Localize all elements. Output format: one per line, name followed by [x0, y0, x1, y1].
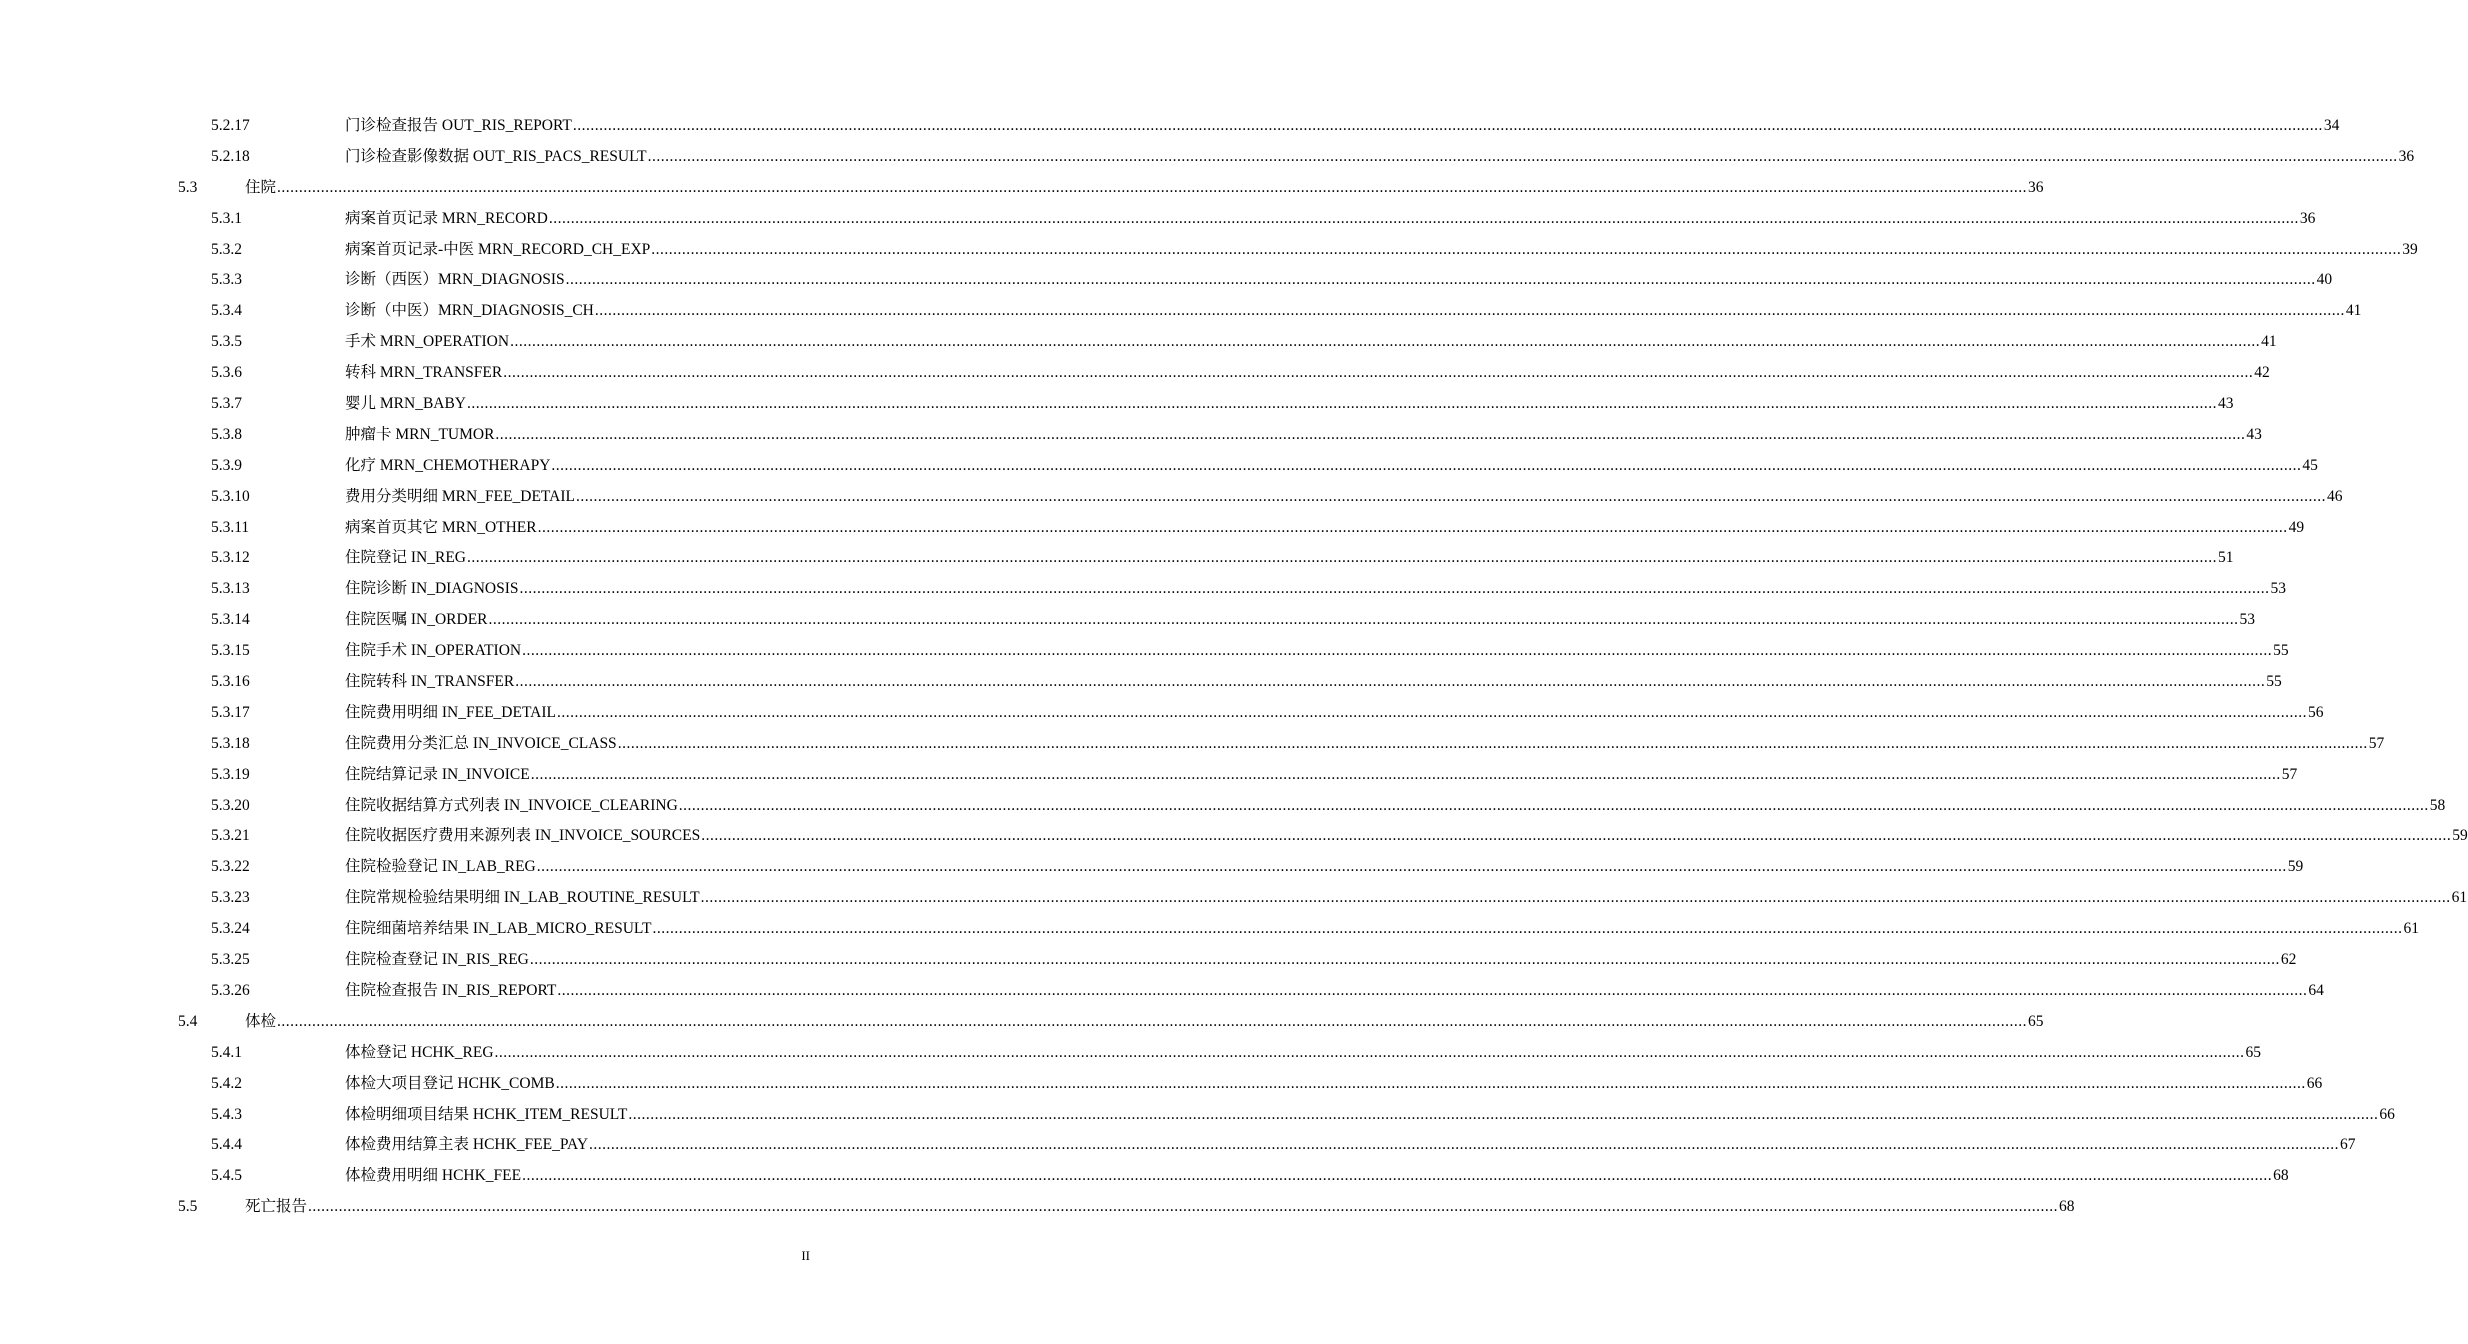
toc-entry[interactable]: [0, 543, 2234, 574]
toc-entry-number: 5.3.14: [211, 611, 250, 629]
toc-entry-line: [345, 574, 2287, 605]
dot-leader: ................................................................................................................................................................................................................................................................................................................................................................................................................: [494, 1043, 2245, 1061]
toc-entry-page: 41: [2261, 333, 2277, 351]
dot-leader: ................................................................................................................................................................................................................................................................................................................................................................................................................: [678, 796, 2429, 814]
toc-entry-line: [345, 760, 2298, 791]
toc-entry-title: 住院费用明细 IN_FEE_DETAIL: [345, 703, 556, 721]
toc-entry[interactable]: [0, 883, 2468, 914]
toc-entry-number: 5.3.25: [211, 951, 250, 969]
toc-entry-title: 住院医嘱 IN_ORDER: [345, 611, 488, 629]
toc-entry-number: 5.3.18: [211, 734, 250, 752]
toc-entry-page: 68: [2273, 1167, 2289, 1185]
toc-entry-title: 门诊检查报告 OUT_RIS_REPORT: [345, 117, 572, 134]
toc-entry-page: 62: [2280, 951, 2297, 969]
dot-leader: ................................................................................................................................................................................................................................................................................................................................................................................................................: [488, 611, 2239, 629]
toc-entry-line: [345, 327, 2277, 358]
toc-entry-line: [345, 265, 2333, 296]
dot-leader: ................................................................................................................................................................................................................................................................................................................................................................................................................: [594, 302, 2345, 320]
toc-entry-title: 体检: [245, 1012, 277, 1030]
dot-leader: ................................................................................................................................................................................................................................................................................................................................................................................................................: [617, 734, 2368, 752]
toc-entry-line: [345, 945, 2297, 976]
toc-entry[interactable]: [0, 1069, 2323, 1100]
toc-entry-page: 42: [2254, 364, 2270, 382]
page-number: II: [801, 1248, 810, 1263]
toc-entry-title: 病案首页记录 MRN_RECORD: [345, 209, 548, 227]
dot-leader: ................................................................................................................................................................................................................................................................................................................................................................................................................: [565, 271, 2316, 289]
toc-entry[interactable]: [0, 1161, 2289, 1192]
toc-entry-page: 58: [2429, 796, 2446, 814]
toc-entry-page: 61: [2451, 889, 2468, 907]
toc-entry-line: [345, 1069, 2323, 1100]
toc-entry-title: 住院收据结算方式列表 IN_INVOICE_CLEARING: [345, 796, 678, 814]
toc-entry-title: 住院诊断 IN_DIAGNOSIS: [345, 580, 519, 598]
toc-entry[interactable]: [0, 142, 2415, 173]
toc-entry-title: 住院检验登记 IN_LAB_REG: [345, 858, 536, 876]
dot-leader: ................................................................................................................................................................................................................................................................................................................................................................................................................: [536, 858, 2287, 876]
toc-entry-line: [245, 173, 2044, 204]
toc-entry-page: 43: [2218, 395, 2234, 413]
toc-entry[interactable]: [0, 1038, 2262, 1069]
toc-entry[interactable]: [0, 420, 2262, 451]
toc-entry-line: [345, 1161, 2289, 1192]
dot-leader: ................................................................................................................................................................................................................................................................................................................................................................................................................: [537, 518, 2288, 536]
toc-entry-page: 65: [2245, 1043, 2262, 1061]
toc-entry[interactable]: [0, 513, 2305, 544]
toc-entry-line: [345, 142, 2415, 173]
toc-entry-title: 住院常规检验结果明细 IN_LAB_ROUTINE_RESULT: [345, 889, 700, 907]
toc-entry[interactable]: [0, 235, 2418, 266]
toc-entry[interactable]: [0, 636, 2289, 667]
toc-entry[interactable]: [0, 605, 2256, 636]
toc-entry-line: [245, 1007, 2044, 1038]
toc-entry-title: 手术 MRN_OPERATION: [345, 333, 510, 351]
toc-entry-line: [345, 1038, 2262, 1069]
toc-entry[interactable]: [0, 296, 2362, 327]
toc-entry-number: 5.4: [178, 1012, 198, 1030]
dot-leader: ................................................................................................................................................................................................................................................................................................................................................................................................................: [529, 951, 2280, 969]
toc-entry-number: 5.3.9: [211, 456, 242, 474]
toc-entry-number: 5.3.2: [211, 240, 242, 258]
toc-entry-line: [345, 451, 2318, 482]
toc-entry-number: 5.3.19: [211, 765, 250, 783]
toc-entry-line: [345, 1130, 2356, 1161]
toc-entry-number: 5.4.1: [211, 1043, 242, 1061]
toc-entry-page: 36: [2398, 147, 2415, 165]
toc-entry-title: 体检明细项目结果 HCHK_ITEM_RESULT: [345, 1105, 628, 1123]
dot-leader: ................................................................................................................................................................................................................................................................................................................................................................................................................: [277, 178, 2028, 196]
toc-entry-line: [345, 914, 2419, 945]
toc-entry[interactable]: [0, 791, 2446, 822]
toc-entry[interactable]: [0, 821, 2468, 852]
toc-entry-title: 费用分类明细 MRN_FEE_DETAIL: [345, 487, 575, 505]
toc-entry-line: [345, 235, 2418, 266]
toc-entry-title: 住院费用分类汇总 IN_INVOICE_CLASS: [345, 734, 617, 752]
toc-entry-number: 5.2.17: [211, 117, 250, 134]
toc-entry-number: 5.3.20: [211, 796, 250, 814]
toc-entry-title: 病案首页其它 MRN_OTHER: [345, 518, 537, 536]
dot-leader: ................................................................................................................................................................................................................................................................................................................................................................................................................: [557, 981, 2308, 999]
toc-entry[interactable]: [0, 1100, 2395, 1131]
toc-entry-line: [345, 482, 2343, 513]
toc-entry-number: 5.4.2: [211, 1074, 242, 1092]
toc-entry[interactable]: [0, 1192, 2075, 1223]
toc-entry-page: 49: [2288, 518, 2305, 536]
toc-entry-title: 住院转科 IN_TRANSFER: [345, 673, 515, 691]
toc-entry-page: 53: [2239, 611, 2256, 629]
toc-entry-number: 5.4.4: [211, 1136, 242, 1154]
toc-entry-number: 5.4.5: [211, 1167, 242, 1185]
toc-entry-line: [345, 791, 2446, 822]
toc-entry-page: 43: [2246, 425, 2262, 443]
toc-entry-number: 5.4.3: [211, 1105, 242, 1123]
dot-leader: ................................................................................................................................................................................................................................................................................................................................................................................................................: [522, 642, 2273, 660]
toc-entry-number: 5.3.13: [211, 580, 250, 598]
toc-entry-page: 41: [2345, 302, 2362, 320]
toc-entry[interactable]: [0, 482, 2343, 513]
toc-entry[interactable]: [0, 945, 2297, 976]
dot-leader: ................................................................................................................................................................................................................................................................................................................................................................................................................: [589, 1136, 2340, 1154]
toc-entry-title: 诊断（中医）MRN_DIAGNOSIS_CH: [345, 302, 594, 320]
toc-entry-number: 5.5: [178, 1198, 198, 1216]
toc-entry-page: 53: [2270, 580, 2287, 598]
toc-entry[interactable]: [0, 327, 2277, 358]
toc-entry[interactable]: [0, 729, 2385, 760]
toc-entry-line: [345, 667, 2282, 698]
toc-entry-line: [345, 976, 2324, 1007]
toc-entry-line: [245, 1192, 2075, 1223]
toc-entry-number: 5.3.24: [211, 920, 250, 938]
toc-entry-page: 36: [2299, 209, 2316, 227]
dot-leader: ................................................................................................................................................................................................................................................................................................................................................................................................................: [572, 117, 2323, 134]
toc-entry-line: [345, 605, 2256, 636]
dot-leader: ................................................................................................................................................................................................................................................................................................................................................................................................................: [515, 673, 2266, 691]
toc-entry-title: 住院收据医疗费用来源列表 IN_INVOICE_SOURCES: [345, 827, 701, 845]
toc-entry-line: [345, 543, 2234, 574]
toc-entry[interactable]: [0, 976, 2324, 1007]
toc-entry-page: 61: [2403, 920, 2419, 938]
dot-leader: ................................................................................................................................................................................................................................................................................................................................................................................................................: [503, 364, 2254, 382]
toc-entry-line: [345, 389, 2234, 420]
toc-entry-number: 5.3.1: [211, 209, 242, 227]
toc-entry-line: [345, 204, 2316, 235]
toc-entry-page: 68: [2059, 1198, 2075, 1216]
toc-entry[interactable]: [0, 574, 2287, 605]
toc-entry-number: 5.3.7: [211, 395, 242, 413]
toc-entry-page: 66: [2306, 1074, 2323, 1092]
toc-entry-title: 婴儿 MRN_BABY: [345, 395, 467, 413]
toc-entry[interactable]: [0, 265, 2333, 296]
dot-leader: ................................................................................................................................................................................................................................................................................................................................................................................................................: [548, 209, 2299, 227]
table-of-contents: [0, 111, 2468, 1223]
toc-entry-title: 住院: [245, 178, 277, 196]
toc-entry[interactable]: [0, 358, 2270, 389]
toc-entry[interactable]: [0, 451, 2318, 482]
toc-entry-page: 59: [2287, 858, 2304, 876]
dot-leader: ................................................................................................................................................................................................................................................................................................................................................................................................................: [647, 147, 2398, 165]
toc-entry-number: 5.3.3: [211, 271, 242, 289]
toc-entry-title: 住院结算记录 IN_INVOICE: [345, 765, 530, 783]
toc-entry-page: 46: [2326, 487, 2343, 505]
toc-entry-number: 5.3.26: [211, 981, 250, 999]
dot-leader: ................................................................................................................................................................................................................................................................................................................................................................................................................: [555, 1074, 2306, 1092]
toc-entry-number: 5.3.10: [211, 487, 250, 505]
toc-entry-line: [345, 852, 2304, 883]
toc-entry-title: 体检大项目登记 HCHK_COMB: [345, 1074, 555, 1092]
dot-leader: ................................................................................................................................................................................................................................................................................................................................................................................................................: [522, 1167, 2273, 1185]
dot-leader: ................................................................................................................................................................................................................................................................................................................................................................................................................: [551, 456, 2302, 474]
dot-leader: ................................................................................................................................................................................................................................................................................................................................................................................................................: [700, 889, 2451, 907]
toc-entry[interactable]: [0, 852, 2304, 883]
dot-leader: ................................................................................................................................................................................................................................................................................................................................................................................................................: [575, 487, 2326, 505]
toc-entry-page: 39: [2402, 240, 2418, 258]
toc-entry-page: 59: [2452, 827, 2468, 845]
toc-entry-page: 67: [2340, 1136, 2356, 1154]
toc-entry-page: 40: [2316, 271, 2333, 289]
toc-entry-number: 5.3.17: [211, 703, 250, 721]
toc-entry-number: 5.3.12: [211, 549, 250, 567]
toc-entry[interactable]: [0, 1007, 2044, 1038]
dot-leader: ................................................................................................................................................................................................................................................................................................................................................................................................................: [495, 425, 2246, 443]
toc-entry-page: 64: [2308, 981, 2324, 999]
toc-entry-title: 诊断（西医）MRN_DIAGNOSIS: [345, 271, 565, 289]
toc-entry-page: 45: [2302, 456, 2318, 474]
toc-entry-line: [345, 111, 2340, 142]
toc-entry-line: [345, 420, 2262, 451]
toc-entry-title: 病案首页记录-中医 MRN_RECORD_CH_EXP: [345, 240, 651, 258]
toc-entry-title: 住院检查登记 IN_RIS_REG: [345, 951, 529, 969]
toc-entry-page: 36: [2028, 178, 2044, 196]
toc-entry[interactable]: [0, 914, 2419, 945]
dot-leader: ................................................................................................................................................................................................................................................................................................................................................................................................................: [308, 1198, 2059, 1216]
toc-entry-line: [345, 883, 2468, 914]
toc-entry-page: 56: [2308, 703, 2324, 721]
dot-leader: ................................................................................................................................................................................................................................................................................................................................................................................................................: [277, 1012, 2028, 1030]
toc-entry-page: 65: [2028, 1012, 2044, 1030]
toc-entry[interactable]: [0, 111, 2340, 142]
toc-entry-title: 体检费用明细 HCHK_FEE: [345, 1167, 522, 1185]
toc-entry-page: 57: [2368, 734, 2385, 752]
toc-entry-title: 体检登记 HCHK_REG: [345, 1043, 494, 1061]
dot-leader: ................................................................................................................................................................................................................................................................................................................................................................................................................: [628, 1105, 2379, 1123]
toc-entry[interactable]: [0, 760, 2298, 791]
toc-entry-number: 5.3.6: [211, 364, 242, 382]
toc-entry-number: 5.3.5: [211, 333, 242, 351]
dot-leader: ................................................................................................................................................................................................................................................................................................................................................................................................................: [519, 580, 2270, 598]
toc-entry-line: [345, 729, 2385, 760]
toc-entry-number: 5.3.16: [211, 673, 250, 691]
toc-entry-line: [345, 821, 2468, 852]
toc-entry-title: 门诊检查影像数据 OUT_RIS_PACS_RESULT: [345, 147, 647, 165]
toc-entry-number: 5.3.15: [211, 642, 250, 660]
toc-entry[interactable]: [0, 698, 2324, 729]
toc-entry[interactable]: [0, 667, 2282, 698]
toc-entry-title: 转科 MRN_TRANSFER: [345, 364, 503, 382]
toc-entry[interactable]: [0, 204, 2316, 235]
toc-entry-page: 55: [2266, 673, 2282, 691]
dot-leader: ................................................................................................................................................................................................................................................................................................................................................................................................................: [651, 240, 2402, 258]
dot-leader: ................................................................................................................................................................................................................................................................................................................................................................................................................: [510, 333, 2261, 351]
toc-entry-number: 5.3.22: [211, 858, 250, 876]
toc-entry-title: 肿瘤卡 MRN_TUMOR: [345, 425, 495, 443]
toc-entry-title: 住院检查报告 IN_RIS_REPORT: [345, 981, 557, 999]
toc-entry-page: 51: [2217, 549, 2234, 567]
toc-entry-title: 住院手术 IN_OPERATION: [345, 642, 522, 660]
toc-entry[interactable]: [0, 173, 2044, 204]
toc-entry-number: 5.3.11: [211, 518, 250, 536]
toc-entry-page: 66: [2379, 1105, 2395, 1123]
dot-leader: ................................................................................................................................................................................................................................................................................................................................................................................................................: [530, 765, 2281, 783]
toc-entry-title: 住院细菌培养结果 IN_LAB_MICRO_RESULT: [345, 920, 652, 938]
toc-entry-line: [345, 636, 2289, 667]
toc-entry-line: [345, 513, 2305, 544]
dot-leader: ................................................................................................................................................................................................................................................................................................................................................................................................................: [701, 827, 2452, 845]
toc-entry-number: 5.2.18: [211, 147, 250, 165]
toc-entry-number: 5.3.23: [211, 889, 250, 907]
toc-entry-line: [345, 358, 2270, 389]
toc-entry-line: [345, 1100, 2395, 1131]
toc-entry-title: 死亡报告: [245, 1198, 308, 1216]
toc-entry-title: 体检费用结算主表 HCHK_FEE_PAY: [345, 1136, 589, 1154]
toc-entry-page: 55: [2273, 642, 2289, 660]
toc-entry-number: 5.3.4: [211, 302, 242, 320]
toc-entry-line: [345, 698, 2324, 729]
toc-entry-number: 5.3.8: [211, 425, 242, 443]
toc-entry-number: 5.3.21: [211, 827, 250, 845]
toc-entry[interactable]: [0, 1130, 2356, 1161]
dot-leader: ................................................................................................................................................................................................................................................................................................................................................................................................................: [466, 549, 2217, 567]
dot-leader: ................................................................................................................................................................................................................................................................................................................................................................................................................: [467, 395, 2218, 413]
toc-entry-number: 5.3: [178, 178, 198, 196]
dot-leader: ................................................................................................................................................................................................................................................................................................................................................................................................................: [557, 703, 2307, 721]
toc-entry[interactable]: [0, 389, 2234, 420]
toc-entry-title: 住院登记 IN_REG: [345, 549, 466, 567]
toc-entry-line: [345, 296, 2362, 327]
toc-entry-title: 化疗 MRN_CHEMOTHERAPY: [345, 456, 551, 474]
dot-leader: ................................................................................................................................................................................................................................................................................................................................................................................................................: [652, 920, 2403, 938]
toc-entry-page: 57: [2281, 765, 2298, 783]
toc-entry-page: 34: [2323, 117, 2340, 134]
